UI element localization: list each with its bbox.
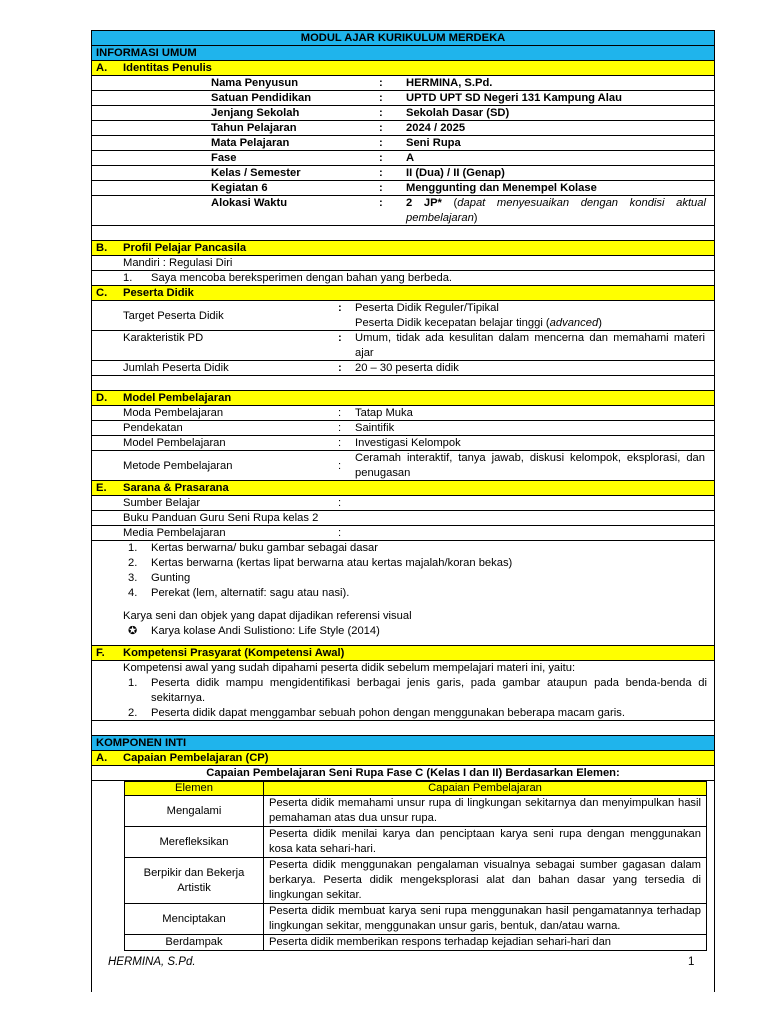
cp-elemen: Berdampak xyxy=(125,935,264,951)
profil-item xyxy=(91,270,715,285)
karya-item-text: Karya kolase Andi Sulistiono: Life Style (2014) xyxy=(151,625,380,637)
row-key: Karakteristik PD xyxy=(123,332,204,344)
item-text: Gunting xyxy=(151,572,191,584)
identity-key: Kegiatan 6 xyxy=(211,182,268,194)
cp-table-row xyxy=(125,827,707,858)
document-page xyxy=(91,30,715,992)
item-number: 1. xyxy=(123,272,133,284)
identity-key: Tahun Pelajaran xyxy=(211,122,297,134)
sarana-media-list xyxy=(91,540,715,645)
identity-key: Kelas / Semester xyxy=(211,167,301,179)
section-capaian-pembelajaran xyxy=(91,750,715,765)
section-title: Identitas Penulis xyxy=(123,62,212,74)
row-colon: : xyxy=(338,527,342,539)
identity-row xyxy=(91,165,715,180)
identity-key: Mata Pelajaran xyxy=(211,137,290,149)
footer-page-number: 1 xyxy=(688,956,695,968)
section-title: Model Pembelajaran xyxy=(123,392,232,404)
blank-row xyxy=(91,720,715,735)
cp-table-row xyxy=(125,796,707,827)
target-line-2b: ) xyxy=(598,317,602,329)
row-value: Umum, tidak ada kesulitan dalam mencerna dan memahami materi ajar xyxy=(355,332,705,359)
cp-capaian: Peserta didik menilai karya dan penciptaan karya seni rupa dengan menggunakan kosa kata sehari-hari. xyxy=(264,827,707,858)
section-letter: D. xyxy=(96,392,108,404)
item-text: Saya mencoba bereksperimen dengan bahan yang berbeda. xyxy=(151,272,453,284)
identity-key: Fase xyxy=(211,152,237,164)
row-key: Jumlah Peserta Didik xyxy=(123,362,229,374)
sarana-media-row xyxy=(91,525,715,540)
section-header-komponen-inti: KOMPONEN INTI xyxy=(91,735,715,750)
identity-value: Sekolah Dasar (SD) xyxy=(406,107,510,119)
item-number: 1. xyxy=(128,677,138,689)
model-row xyxy=(91,405,715,420)
row-value xyxy=(355,301,705,331)
cp-table-title: Capaian Pembelajaran Seni Rupa Fase C (Kelas I dan II) Berdasarkan Elemen: xyxy=(91,765,715,780)
karya-item xyxy=(92,624,714,639)
section-title: Capaian Pembelajaran (CP) xyxy=(123,752,269,764)
alokasi-value-bold: 2 JP* xyxy=(406,197,442,209)
section-title: Kompetensi Prasyarat (Kompetensi Awal) xyxy=(123,647,345,659)
identity-value: A xyxy=(406,152,415,164)
profil-dimension: Mandiri : Regulasi Diri xyxy=(91,255,715,270)
section-peserta-didik xyxy=(91,285,715,300)
section-letter: E. xyxy=(96,482,107,494)
cp-elemen: Mengalami xyxy=(125,796,264,827)
row-colon: : xyxy=(338,302,342,314)
model-row xyxy=(91,435,715,450)
identity-value: Seni Rupa xyxy=(406,137,461,149)
peserta-karakteristik-row xyxy=(91,330,715,360)
section-kompetensi-prasyarat xyxy=(91,645,715,660)
identity-row xyxy=(91,90,715,105)
row-colon: : xyxy=(338,422,342,434)
identity-row xyxy=(91,150,715,165)
alokasi-paren-open: ( xyxy=(441,197,458,209)
blank-row xyxy=(91,375,715,390)
identity-colon: : xyxy=(379,167,383,179)
section-letter: A. xyxy=(96,752,108,764)
cp-table xyxy=(124,781,707,951)
item-text: Peserta didik dapat menggambar sebuah pohon dengan menggunakan beberapa macam garis. xyxy=(151,707,625,719)
karya-intro xyxy=(92,609,714,624)
row-colon: : xyxy=(338,437,342,449)
item-number: 1. xyxy=(128,542,138,554)
item-number: 3. xyxy=(128,572,138,584)
alokasi-paren-close: ) xyxy=(473,212,478,224)
identity-colon: : xyxy=(379,122,383,134)
identity-row-alokasi xyxy=(91,195,715,225)
row-colon: : xyxy=(338,460,342,472)
section-sarana-prasarana xyxy=(91,480,715,495)
document-title: MODUL AJAR KURIKULUM MERDEKA xyxy=(91,30,715,45)
row-key: Sumber Belajar xyxy=(123,497,201,509)
model-row xyxy=(91,420,715,435)
identity-colon: : xyxy=(379,197,383,209)
row-colon: : xyxy=(338,332,342,344)
section-letter: A. xyxy=(96,62,108,74)
media-item xyxy=(92,586,714,601)
identity-colon: : xyxy=(379,107,383,119)
row-value: Saintifik xyxy=(355,422,395,434)
item-number: 4. xyxy=(128,587,138,599)
identity-colon: : xyxy=(379,92,383,104)
sarana-sumber-row xyxy=(91,495,715,510)
identity-value: UPTD UPT SD Negeri 131 Kampung Alau xyxy=(406,92,622,104)
cp-table-row xyxy=(125,935,707,951)
cp-capaian: Peserta didik menggunakan pengalaman visualnya sebagai sumber gagasan dalam berkarya. Peserta didik mengeksplorasi alat dan bahan dasar yang tersedia di lingkungan sekitar. xyxy=(264,858,707,904)
karya-intro-text: Karya seni dan objek yang dapat dijadikan referensi visual xyxy=(123,610,412,622)
identity-value: 2024 / 2025 xyxy=(406,122,466,134)
section-title: Peserta Didik xyxy=(123,287,194,299)
identity-key: Satuan Pendidikan xyxy=(211,92,312,104)
row-colon: : xyxy=(338,407,342,419)
section-letter: F. xyxy=(96,647,105,659)
identity-key: Alokasi Waktu xyxy=(211,197,288,209)
cp-elemen: Merefleksikan xyxy=(125,827,264,858)
header-capaian: Capaian Pembelajaran xyxy=(264,782,707,796)
peserta-target-row xyxy=(91,300,715,330)
row-key: Metode Pembelajaran xyxy=(123,460,233,472)
row-value: 20 – 30 peserta didik xyxy=(355,362,459,374)
identity-colon: : xyxy=(379,182,383,194)
section-profil-pelajar xyxy=(91,240,715,255)
alokasi-note: dapat menyesuaikan dengan kondisi aktual pembelajaran xyxy=(406,197,706,224)
cp-table-row xyxy=(125,904,707,935)
row-key: Pendekatan xyxy=(123,422,183,434)
row-colon: : xyxy=(338,362,342,374)
identity-row xyxy=(91,135,715,150)
cp-elemen: Menciptakan xyxy=(125,904,264,935)
identity-colon: : xyxy=(379,77,383,89)
target-line-1: Peserta Didik Reguler/Tipikal xyxy=(355,302,499,314)
identity-key: Jenjang Sekolah xyxy=(211,107,300,119)
item-text: Perekat (lem, alternatif: sagu atau nasi). xyxy=(151,587,350,599)
identity-row xyxy=(91,180,715,195)
target-line-2a: Peserta Didik kecepatan belajar tinggi ( xyxy=(355,317,550,329)
row-key: Target Peserta Didik xyxy=(123,310,224,322)
row-key: Moda Pembelajaran xyxy=(123,407,224,419)
blank-row xyxy=(91,225,715,240)
section-model-pembelajaran xyxy=(91,390,715,405)
target-line-2-italic: advanced xyxy=(549,317,599,329)
cp-capaian: Peserta didik membuat karya seni rupa menggunakan hasil pengamatannya terhadap lingkungan sekitar, menggunakan unsur garis, bentuk, dan/atau warna. xyxy=(264,904,707,935)
model-metode-row xyxy=(91,450,715,480)
item-text: Kertas berwarna (kertas lipat berwarna atau kertas majalah/koran bekas) xyxy=(151,557,513,569)
identity-row xyxy=(91,120,715,135)
identity-colon: : xyxy=(379,137,383,149)
media-item xyxy=(92,556,714,571)
identity-row xyxy=(91,105,715,120)
row-key: Media Pembelajaran xyxy=(123,527,226,539)
prasyarat-intro: Kompetensi awal yang sudah dipahami peserta didik sebelum mempelajari materi ini, yaitu: xyxy=(123,662,576,674)
cp-table-row xyxy=(125,858,707,904)
footer-author: HERMINA, S.Pd. xyxy=(108,956,196,968)
media-item xyxy=(92,541,714,556)
row-colon: : xyxy=(338,497,342,509)
cp-capaian: Peserta didik memberikan respons terhadap kejadian sehari-hari dan xyxy=(264,935,707,951)
identity-value: HERMINA, S.Pd. xyxy=(406,77,493,89)
cp-elemen: Berpikir dan Bekerja Artistik xyxy=(125,858,264,904)
star-bullet-icon: ✪ xyxy=(128,625,138,637)
section-letter: C. xyxy=(96,287,108,299)
identity-row xyxy=(91,75,715,90)
item-text: Peserta didik mampu mengidentifikasi berbagai jenis garis, pada gambar ataupun pada benda-benda di sekitarnya. xyxy=(151,677,707,704)
peserta-jumlah-row xyxy=(91,360,715,375)
row-key: Model Pembelajaran xyxy=(123,437,226,449)
identity-key: Nama Penyusun xyxy=(211,77,299,89)
section-title: Sarana & Prasarana xyxy=(123,482,229,494)
item-number: 2. xyxy=(128,707,138,719)
identity-value: Menggunting dan Menempel Kolase xyxy=(406,182,597,194)
row-value: Ceramah interaktif, tanya jawab, diskusi kelompok, eksplorasi, dan penugasan xyxy=(355,452,705,479)
media-item xyxy=(92,571,714,586)
identity-value xyxy=(406,196,706,226)
section-letter: B. xyxy=(96,242,108,254)
item-number: 2. xyxy=(128,557,138,569)
identity-colon: : xyxy=(379,152,383,164)
identity-value: II (Dua) / II (Genap) xyxy=(406,167,505,179)
section-header-informasi-umum: INFORMASI UMUM xyxy=(91,45,715,60)
cp-table-header xyxy=(125,782,707,796)
row-value: Tatap Muka xyxy=(355,407,413,419)
sarana-buku: Buku Panduan Guru Seni Rupa kelas 2 xyxy=(91,510,715,525)
row-value: Investigasi Kelompok xyxy=(355,437,461,449)
section-identitas-penulis xyxy=(91,60,715,75)
prasyarat-content xyxy=(91,660,715,720)
cp-capaian: Peserta didik memahami unsur rupa di lingkungan sekitarnya dan menyimpulkan hasil pemahaman atas dua unsur rupa. xyxy=(264,796,707,827)
section-title: Profil Pelajar Pancasila xyxy=(123,242,247,254)
header-elemen: Elemen xyxy=(125,782,264,796)
item-text: Kertas berwarna/ buku gambar sebagai dasar xyxy=(151,542,378,554)
